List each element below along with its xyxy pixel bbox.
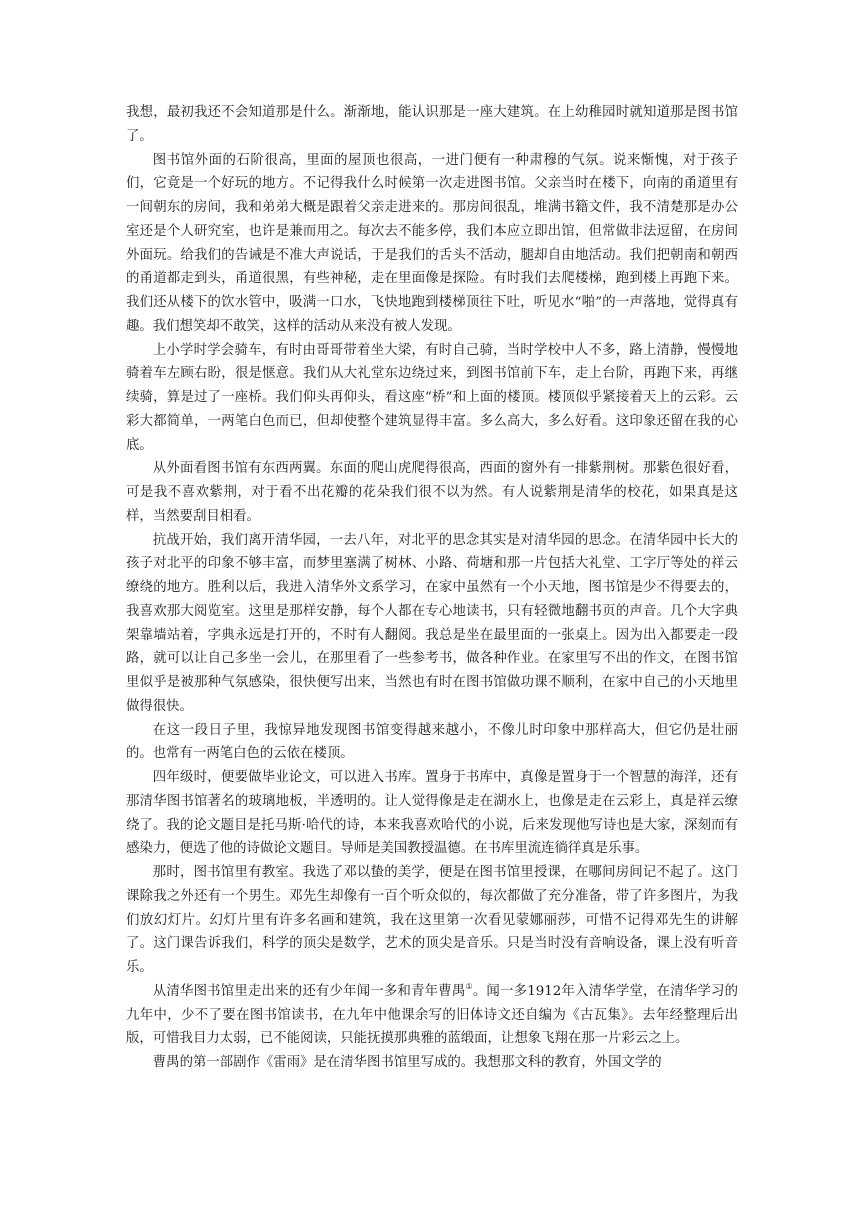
paragraph — [126, 980, 738, 1051]
footnote-marker: ① — [465, 981, 473, 991]
paragraph: 图书馆外面的石阶很高，里面的屋顶也很高，一进门便有一种肃穆的气氛。说来惭愧，对于孩子们，它竟是一个好玩的地方。不记得我什么时候第一次走进图书馆。父亲当时在楼下，向南的甬道里有一间朝东的房间，我和弟弟大概是跟着父亲走进来的。那房间很乱，堆满书籍文件，我不清楚那是办公室还是个人研究室，也许是兼而用之。每次去不能多停，我们本应立即出馆，但常做非法逗留，在房间外面玩。给我们的告诫是不准大声说话，于是我们的舌头不活动，腿却自由地活动。我们把朝南和朝西的甬道都走到头，甬道很黑，有些神秘，走在里面像是探险。有时我们去爬楼梯，跑到楼上再跑下来。我们还从楼下的饮水管中，吸满一口水，飞快地跑到楼梯顶往下吐，听见水“啪”的一声落地，觉得真有趣。我们想笑却不敢笑，这样的活动从来没有被人发现。 — [126, 152, 738, 334]
paragraph-text: 从清华图书馆里走出来的还有少年闻一多和青年曹禺 — [152, 983, 466, 999]
paragraph: 在这一段日子里，我惊异地发现图书馆变得越来越小，不像儿时印象中那样高大，但它仍是壮丽的。也常有一两笔白色的云依在楼顶。 — [126, 722, 738, 762]
document-body — [126, 101, 738, 1075]
paragraph: 那时，图书馆里有教室。我选了邓以蛰的美学，便是在图书馆里授课，在哪间房间记不起了。这门课除我之外还有一个男生。邓先生却像有一百个听众似的，每次都做了充分准备，带了许多图片，为我们放幻灯片。幻灯片里有许多名画和建筑，我在这里第一次看见蒙娜丽莎，可惜不记得邓先生的讲解了。这门课告诉我们，科学的顶尖是数学，艺术的顶尖是音乐。只是当时没有音响设备，课上没有听音乐。 — [126, 865, 738, 975]
paragraph: 从外面看图书馆有东西两翼。东面的爬山虎爬得很高，西面的窗外有一排紫荆树。那紫色很好看，可是我不喜欢紫荆，对于看不出花瓣的花朵我们很不以为然。有人说紫荆是清华的校花，如果真是这样，当然要刮目相看。 — [126, 461, 738, 524]
paragraph: 曹禺的第一部剧作《雷雨》是在清华图书馆里写成的。我想那文科的教育，外国文学的 — [152, 1055, 662, 1070]
paragraph: 抗战开始，我们离开清华园，一去八年，对北平的思念其实是对清华园的思念。在清华园中长大的孩子对北平的印象不够丰富，而梦里塞满了树林、小路、荷塘和那一片包括大礼堂、工字厅等处的祥云缭绕的地方。胜利以后，我进入清华外文系学习，在家中虽然有一个小天地，图书馆是少不得要去的，我喜欢那大阅览室。这里是那样安静，每个人都在专心地读书，只有轻微地翻书页的声音。几个大字典架靠墙站着，字典永远是打开的，不时有人翻阅。我总是坐在最里面的一张桌上。因为出入都要走一段路，就可以让自己多坐一会儿，在那里看了一些参考书，做各种作业。在家里写不出的作文，在图书馆里似乎是被那种气氛感染，很快便写出来，当然也有时在图书馆做功课不顺利，在家中自己的小天地里做得很快。 — [126, 532, 738, 714]
paragraph: 四年级时，便要做毕业论文，可以进入书库。置身于书库中，真像是置身于一个智慧的海洋，还有那清华图书馆著名的玻璃地板，半透明的。让人觉得像是走在湖水上，也像是走在云彩上，真是祥云缭绕了。我的论文题目是托马斯·哈代的诗，本来我喜欢哈代的小说，后来发现他写诗也是大家，深刻而有感染力，便选了他的诗做论文题目。导师是美国教授温德。在书库里流连徜徉真是乐事。 — [126, 770, 738, 857]
paragraph: 我想，最初我还不会知道那是什么。渐渐地，能认识那是一座大建筑。在上幼稚园时就知道那是图书馆了。 — [126, 105, 738, 144]
paragraph-text-continued: 。闻一多1912年入清华学堂，在清华学习的九年中，少不了要在图书馆读书，在九年中他课余写的旧体诗文还自编为《古瓦集》。去年经整理后出版，可惜我目力太弱，已不能阅读，只能抚摸那典雅的蓝缎面，让想象飞翔在那一片彩云之上。 — [126, 983, 738, 1047]
paragraph: 上小学时学会骑车，有时由哥哥带着坐大梁，有时自己骑，当时学校中人不多，路上清静，慢慢地骑着车左顾右盼，很是惬意。我们从大礼堂东边绕过来，到图书馆前下车，走上台阶，再跑下来，再继续骑，算是过了一座桥。我们仰头再仰头，看这座“桥”和上面的楼顶。楼顶似乎紧接着天上的云彩。云彩大都简单，一两笔白色而已，但却使整个建筑显得丰富。多么高大，多么好看。这印象还留在我的心底。 — [126, 342, 738, 453]
